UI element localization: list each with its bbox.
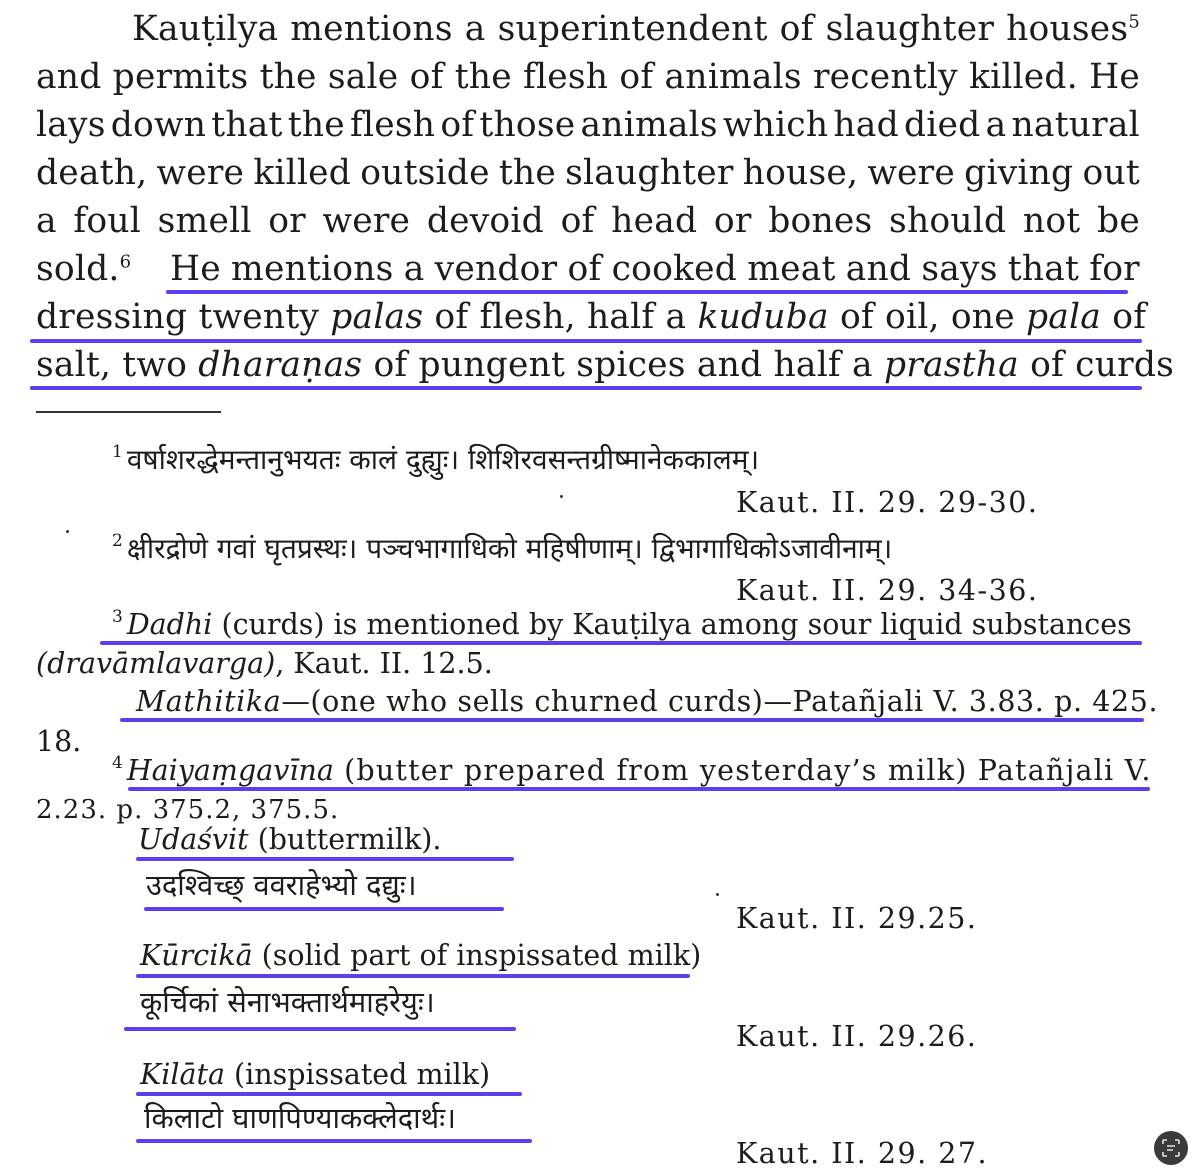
word: recently [812,57,958,97]
footnote-3-dravamlavarga: (dravāmlavarga) [36,647,276,680]
l7-pala: pala [1026,297,1102,337]
footnote-4-text: (butter prepared from yesterday’s milk) Patañjali V. [333,754,1152,787]
word: Kauṭilya [132,9,279,49]
scan-text-icon-glyph [1161,1138,1181,1158]
word: vendor [434,249,558,289]
footnote-ref: 5 [1128,11,1140,33]
l8-a: salt, two [36,345,199,385]
word: of [560,201,595,241]
udasvit-term: Udaśvit [138,823,249,856]
kilata-ref: Kaut. II. 29. 27. [736,1137,989,1170]
speck [66,530,69,533]
footnote-2-ref: Kaut. II. 29. 34-36. [736,574,1039,607]
word: for [1089,249,1140,289]
footnote-3-mathitika: Mathitika [136,685,282,718]
word: slaughter [565,153,734,193]
word: says [921,249,998,289]
word: foul [73,201,142,241]
word: death, [36,153,148,193]
footnote-3-number: 3 [112,607,123,627]
udasvit-line [138,823,442,856]
footnote-1 [112,442,760,476]
footnote-2 [112,531,893,565]
word: those [479,105,576,145]
l8-c: of pungent spices and half a [362,345,884,385]
highlight-underline-4 [100,641,1142,645]
word: of [619,57,654,97]
word: not [1022,201,1081,241]
l7-c: of flesh, half a [423,297,698,337]
word: down [110,105,207,145]
word: house, [742,153,859,193]
highlight-underline-7 [136,857,514,861]
highlight-underline-11 [136,1092,522,1096]
footnote-4-number: 4 [112,753,123,773]
word: killed [253,153,352,193]
udasvit-text: (buttermilk). [248,823,442,856]
word: or [713,201,752,241]
para-line-6 [170,249,1140,289]
word: a [403,249,425,289]
word: natural [1011,105,1140,145]
scan-text-icon[interactable] [1154,1131,1188,1165]
kilata-term: Kilāta [140,1058,225,1091]
l7-kuduba: kuduba [697,297,829,337]
word: sale [327,57,399,97]
l7-e: of oil, one [828,297,1026,337]
kurcika-line [140,939,702,972]
word: a [464,9,486,49]
footnote-3 [112,607,1146,641]
footnote-3-line-3-text: —(one who sells churned curds)—Patañjali V. 3.83. p. 425. [281,685,1159,718]
word: a [985,105,1007,145]
word: the [498,153,556,193]
word: meat [747,249,836,289]
kilata-line [140,1058,491,1091]
word: smell [157,201,252,241]
word: giving [964,153,1074,193]
highlight-underline-2 [30,339,1142,343]
word: had [833,105,899,145]
kurcika-term: Kūrcikā [140,939,253,972]
word: which [722,105,829,145]
speck [560,495,563,498]
para-line-8 [36,345,1175,385]
speck [716,893,719,896]
word: He [1089,57,1140,97]
highlight-underline-8 [144,907,504,911]
word: that [211,105,283,145]
word: slaughter [825,9,995,49]
footnote-3-line-3 [136,685,1159,718]
para-line-3 [36,105,1140,145]
udasvit-sanskrit: उदश्विच्छ् ववराहेभ्यो दद्युः। [146,868,417,902]
footnote-1-sanskrit: वर्षाशरद्धेमन्तानुभयतः कालं दुह्युः। शिशिरवसन्तग्रीष्मानेककालम्। [126,443,760,476]
word: lays [36,105,106,145]
highlight-underline-5 [120,718,1144,722]
word: the [259,57,317,97]
word: were [322,201,411,241]
word: bones [768,201,873,241]
para-line-1 [132,9,1140,49]
word: devoid [426,201,544,241]
word: mentions [290,9,453,49]
word: should [889,201,1007,241]
word: outside [360,153,490,193]
highlight-underline-1 [166,290,1128,294]
word: superintendent [497,9,768,49]
para-line-2 [36,57,1140,97]
footnote-3-text: (curds) is mentioned by Kauṭilya among sour liquid substances [212,608,1132,641]
highlight-underline-10 [124,1027,516,1031]
word: and [845,249,912,289]
word: of [567,249,602,289]
kurcika-sanskrit: कूर्चिकां सेनाभक्तार्थमाहरेयुः। [140,985,435,1019]
highlight-underline-9 [136,974,690,978]
sold-word: sold. [36,249,120,289]
l7-palas: palas [330,297,424,337]
kilata-text: (inspissated milk) [224,1058,491,1091]
word: out [1082,153,1140,193]
footnote-ref-6: 6 [119,251,132,273]
para-line-6-start [36,249,132,289]
word: a [36,201,57,241]
word: the [454,57,512,97]
footnote-3-line-2-text: , Kaut. II. 12.5. [275,647,493,680]
footnote-1-ref: Kaut. II. 29. 29-30. [736,486,1039,519]
l8-dharanas: dharaṇas [198,345,363,385]
word: head [611,201,698,241]
word: of [440,105,475,145]
kurcika-ref: Kaut. II. 29.26. [736,1020,978,1053]
word: of [409,57,444,97]
kilata-sanskrit: किलाटो घाणपिण्याकक्लेदार्थः। [144,1101,457,1135]
para-line-7 [36,297,1147,337]
l8-e: of curds [1018,345,1175,385]
word: were [156,153,245,193]
word: cooked [611,249,738,289]
l7-a: dressing twenty [36,297,331,337]
word: flesh [523,57,609,97]
word: flesh [350,105,436,145]
word: and [36,57,102,97]
word: animals [580,105,718,145]
word: killed. [969,57,1078,97]
word: of [779,9,814,49]
kurcika-text: (solid part of inspissated milk) [252,939,702,972]
word: died [904,105,981,145]
footnote-3-line-2 [36,647,493,680]
word: houses$^5$ [1006,9,1140,49]
word: that [1007,249,1080,289]
para-line-4 [36,153,1140,193]
highlight-underline-3 [30,386,1142,390]
word: animals [664,57,802,97]
footnote-4-term: Haiyaṃgavīna [126,754,334,787]
footnote-4 [112,753,1152,787]
highlight-underline-12 [136,1139,532,1143]
footnote-3-term: Dadhi [126,608,213,641]
footnote-2-number: 2 [112,531,123,551]
word: or [268,201,306,241]
l8-prastha: prastha [884,345,1019,385]
word: were [867,153,955,193]
footnote-1-number: 1 [112,442,123,462]
l7-g: of [1101,297,1147,337]
footnote-4-line-2: 2.23. p. 375.2, 375.5. [36,795,340,825]
footnote-2-sanskrit: क्षीरद्रोणे गवां घृतप्रस्थः। पञ्चभागाधिको महिषीणाम्। द्विभागाधिकोऽजावीनाम्। [126,532,893,565]
word: mentions [231,249,394,289]
word: permits [112,57,249,97]
word: He [170,249,221,289]
footnote-separator [36,411,221,413]
footnote-3-line-4: 18. [36,725,82,758]
highlight-underline-6 [128,787,1150,791]
word: the [287,105,345,145]
para-line-5 [36,201,1140,241]
udasvit-ref: Kaut. II. 29.25. [736,902,978,935]
word: be [1097,201,1140,241]
